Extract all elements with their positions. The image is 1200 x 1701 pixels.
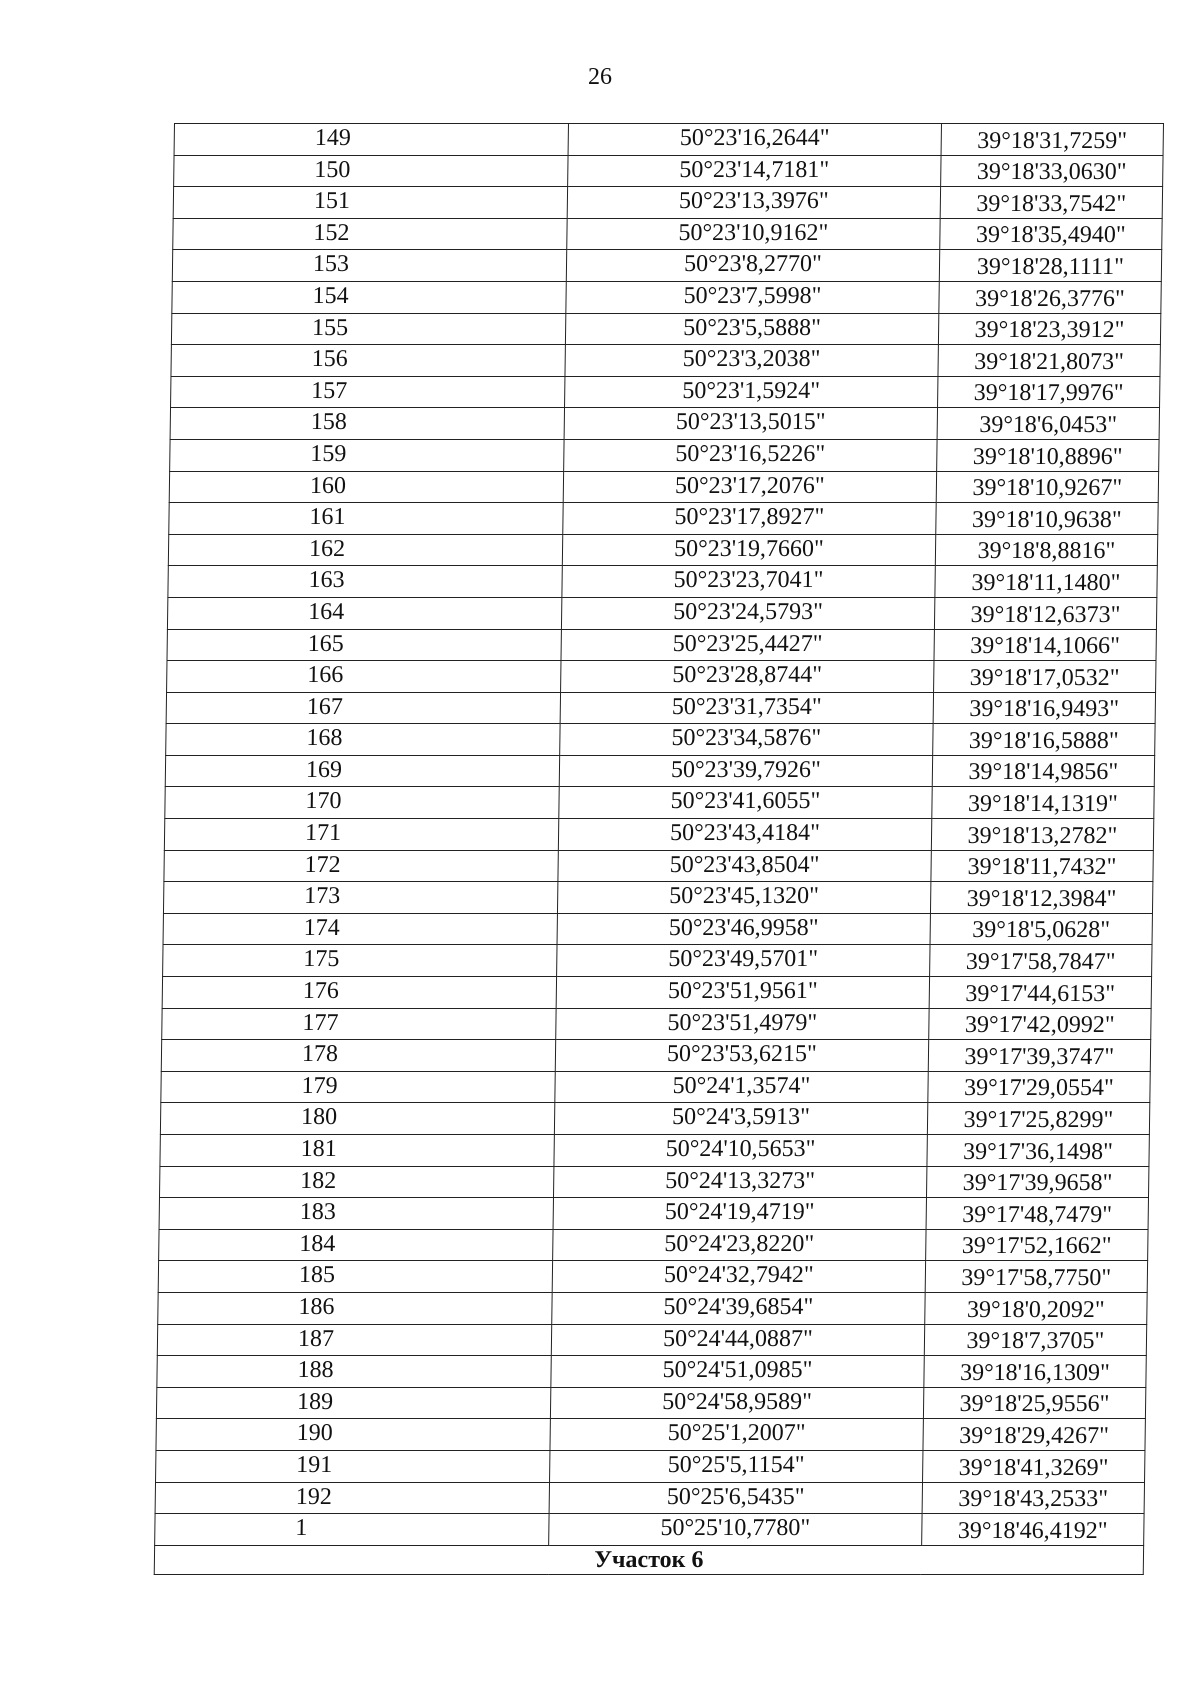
table-row (167, 661, 1156, 693)
latitude-cell: 50°25'6,5435" (549, 1482, 922, 1514)
table-row (159, 1229, 1148, 1261)
latitude-cell: 50°23'34,5876" (560, 724, 933, 756)
point-number-cell: 170 (165, 787, 559, 819)
point-number-cell: 161 (169, 503, 563, 535)
longitude-cell: 39°17'25,8299" (927, 1103, 1150, 1135)
table-row (163, 882, 1152, 914)
table-row (166, 724, 1155, 756)
point-number-cell: 175 (163, 945, 557, 977)
longitude-cell: 39°17'58,7750" (925, 1261, 1148, 1293)
longitude-cell: 39°18'16,9493" (933, 692, 1156, 724)
latitude-cell: 50°23'39,7926" (559, 755, 932, 787)
point-number-cell: 169 (165, 755, 559, 787)
latitude-cell: 50°24'19,4719" (553, 1198, 926, 1230)
table-row (156, 1387, 1145, 1419)
longitude-cell: 39°18'10,8896" (936, 439, 1159, 471)
table-row (174, 124, 1163, 156)
latitude-cell: 50°24'32,7942" (552, 1261, 925, 1293)
point-number-cell: 176 (162, 977, 556, 1009)
point-number-cell: 173 (163, 882, 557, 914)
point-number-cell: 172 (164, 850, 558, 882)
longitude-cell: 39°18'31,7259" (941, 124, 1164, 156)
longitude-cell: 39°18'23,3912" (938, 313, 1161, 345)
table-row (157, 1324, 1146, 1356)
latitude-cell: 50°23'17,8927" (563, 503, 936, 535)
latitude-cell: 50°24'13,3273" (554, 1166, 927, 1198)
point-number-cell: 160 (169, 471, 563, 503)
table-row (165, 787, 1154, 819)
latitude-cell: 50°25'5,1154" (550, 1450, 923, 1482)
longitude-cell: 39°18'26,3776" (939, 281, 1162, 313)
latitude-cell: 50°23'45,1320" (557, 882, 930, 914)
table-row (163, 913, 1152, 945)
longitude-cell: 39°18'16,5888" (932, 724, 1155, 756)
table-row (165, 755, 1154, 787)
latitude-cell: 50°23'41,6055" (559, 787, 932, 819)
longitude-cell: 39°18'11,1480" (935, 566, 1158, 598)
point-number-cell: 149 (174, 124, 568, 156)
table-row (161, 1071, 1150, 1103)
table-row (162, 977, 1151, 1009)
point-number-cell: 163 (168, 566, 562, 598)
longitude-cell: 39°17'48,7479" (926, 1198, 1149, 1230)
longitude-cell: 39°18'17,0532" (933, 661, 1156, 693)
table-row (158, 1261, 1147, 1293)
latitude-cell: 50°24'23,8220" (553, 1229, 926, 1261)
table-row (168, 534, 1157, 566)
point-number-cell: 189 (156, 1387, 550, 1419)
latitude-cell: 50°24'10,5653" (554, 1135, 927, 1167)
point-number-cell: 162 (168, 534, 562, 566)
page-number: 26 (588, 64, 612, 90)
table-row (155, 1482, 1144, 1514)
table-row (160, 1135, 1149, 1167)
latitude-cell: 50°23'1,5924" (565, 376, 938, 408)
table-row (156, 1419, 1145, 1451)
table-row (162, 1008, 1151, 1040)
longitude-cell: 39°18'13,2782" (931, 819, 1154, 851)
latitude-cell: 50°24'39,6854" (552, 1292, 925, 1324)
table-row (166, 692, 1155, 724)
point-number-cell: 191 (156, 1450, 550, 1482)
latitude-cell: 50°23'46,9958" (557, 913, 930, 945)
longitude-cell: 39°17'44,6153" (929, 977, 1152, 1009)
point-number-cell: 179 (161, 1071, 555, 1103)
longitude-cell: 39°18'41,3269" (922, 1450, 1145, 1482)
longitude-cell: 39°18'10,9267" (936, 471, 1159, 503)
longitude-cell: 39°18'10,9638" (936, 503, 1159, 535)
latitude-cell: 50°23'13,3976" (567, 187, 940, 219)
point-number-cell: 159 (170, 439, 564, 471)
table-row (156, 1450, 1145, 1482)
table-row (174, 155, 1163, 187)
coordinates-table-body (155, 124, 1164, 1546)
coordinates-table (154, 123, 1164, 1575)
longitude-cell: 39°18'43,2533" (922, 1482, 1145, 1514)
longitude-cell: 39°18'25,9556" (923, 1387, 1146, 1419)
longitude-cell: 39°18'16,1309" (924, 1356, 1147, 1388)
longitude-cell: 39°17'52,1662" (925, 1229, 1148, 1261)
point-number-cell: 178 (161, 1040, 555, 1072)
table-row (172, 250, 1161, 282)
latitude-cell: 50°23'43,8504" (558, 850, 931, 882)
point-number-cell: 184 (159, 1229, 553, 1261)
table-row (159, 1166, 1148, 1198)
latitude-cell: 50°23'17,2076" (563, 471, 936, 503)
point-number-cell: 171 (164, 819, 558, 851)
longitude-cell: 39°18'12,6373" (934, 597, 1157, 629)
longitude-cell: 39°18'5,0628" (930, 913, 1153, 945)
longitude-cell: 39°17'29,0554" (928, 1071, 1151, 1103)
table-row (171, 345, 1160, 377)
longitude-cell: 39°18'14,1066" (934, 629, 1157, 661)
latitude-cell: 50°24'58,9589" (550, 1387, 923, 1419)
point-number-cell: 150 (174, 155, 568, 187)
section-row (154, 1545, 1143, 1574)
table-row (155, 1514, 1144, 1546)
table-row (173, 218, 1162, 250)
table-row (168, 566, 1157, 598)
latitude-cell: 50°24'1,3574" (555, 1071, 928, 1103)
longitude-cell: 39°17'39,3747" (928, 1040, 1151, 1072)
point-number-cell: 180 (160, 1103, 554, 1135)
longitude-cell: 39°17'42,0992" (928, 1008, 1151, 1040)
latitude-cell: 50°23'14,7181" (568, 155, 941, 187)
point-number-cell: 152 (173, 218, 567, 250)
table-row (172, 281, 1161, 313)
point-number-cell: 187 (157, 1324, 551, 1356)
table-row (159, 1198, 1148, 1230)
latitude-cell: 50°23'31,7354" (560, 692, 933, 724)
longitude-cell: 39°18'14,9856" (932, 755, 1155, 787)
longitude-cell: 39°18'21,8073" (938, 345, 1161, 377)
longitude-cell: 39°18'8,8816" (935, 534, 1158, 566)
latitude-cell: 50°23'3,2038" (565, 345, 938, 377)
latitude-cell: 50°25'1,2007" (550, 1419, 923, 1451)
latitude-cell: 50°23'19,7660" (562, 534, 935, 566)
table-row (164, 819, 1153, 851)
longitude-cell: 39°18'35,4940" (939, 218, 1162, 250)
point-number-cell: 154 (172, 281, 566, 313)
longitude-cell: 39°18'12,3984" (930, 882, 1153, 914)
latitude-cell: 50°23'16,5226" (564, 439, 937, 471)
longitude-cell: 39°18'14,1319" (932, 787, 1155, 819)
longitude-cell: 39°18'46,4192" (921, 1514, 1144, 1546)
point-number-cell: 177 (162, 1008, 556, 1040)
table-row (169, 471, 1158, 503)
table-row (170, 439, 1159, 471)
latitude-cell: 50°24'3,5913" (554, 1103, 927, 1135)
longitude-cell: 39°18'17,9976" (937, 376, 1160, 408)
point-number-cell: 166 (167, 661, 561, 693)
longitude-cell: 39°18'28,1111" (939, 250, 1162, 282)
point-number-cell: 1 (155, 1514, 549, 1546)
latitude-cell: 50°23'13,5015" (564, 408, 937, 440)
point-number-cell: 190 (156, 1419, 550, 1451)
table-row (157, 1356, 1146, 1388)
latitude-cell: 50°23'16,2644" (568, 124, 941, 156)
point-number-cell: 153 (172, 250, 566, 282)
point-number-cell: 188 (157, 1356, 551, 1388)
point-number-cell: 174 (163, 913, 557, 945)
latitude-cell: 50°23'49,5701" (557, 945, 930, 977)
point-number-cell: 185 (158, 1261, 552, 1293)
point-number-cell: 168 (166, 724, 560, 756)
point-number-cell: 186 (158, 1292, 552, 1324)
latitude-cell: 50°23'7,5998" (566, 281, 939, 313)
latitude-cell: 50°25'10,7780" (549, 1514, 922, 1546)
point-number-cell: 164 (167, 597, 561, 629)
point-number-cell: 183 (159, 1198, 553, 1230)
longitude-cell: 39°18'6,0453" (937, 408, 1160, 440)
table-row (167, 629, 1156, 661)
latitude-cell: 50°23'8,2770" (566, 250, 939, 282)
table-row (163, 945, 1152, 977)
latitude-cell: 50°23'25,4427" (561, 629, 934, 661)
table-row (164, 850, 1153, 882)
latitude-cell: 50°23'43,4184" (558, 819, 931, 851)
longitude-cell: 39°17'39,9658" (926, 1166, 1149, 1198)
point-number-cell: 157 (171, 376, 565, 408)
point-number-cell: 158 (170, 408, 564, 440)
point-number-cell: 155 (171, 313, 565, 345)
point-number-cell: 156 (171, 345, 565, 377)
latitude-cell: 50°23'51,4979" (556, 1008, 929, 1040)
table-row (158, 1292, 1147, 1324)
latitude-cell: 50°23'53,6215" (555, 1040, 928, 1072)
table-row (167, 597, 1156, 629)
point-number-cell: 151 (173, 187, 567, 219)
latitude-cell: 50°23'28,8744" (561, 661, 934, 693)
point-number-cell: 192 (155, 1482, 549, 1514)
latitude-cell: 50°23'5,5888" (565, 313, 938, 345)
table-row (170, 408, 1159, 440)
table-row (173, 187, 1162, 219)
table-row (169, 503, 1158, 535)
latitude-cell: 50°23'23,7041" (562, 566, 935, 598)
point-number-cell: 182 (159, 1166, 553, 1198)
table-row (160, 1103, 1149, 1135)
table-row (171, 313, 1160, 345)
longitude-cell: 39°18'33,7542" (940, 187, 1163, 219)
table-row (161, 1040, 1150, 1072)
longitude-cell: 39°17'36,1498" (927, 1135, 1150, 1167)
latitude-cell: 50°24'44,0887" (551, 1324, 924, 1356)
longitude-cell: 39°18'11,7432" (931, 850, 1154, 882)
latitude-cell: 50°23'10,9162" (567, 218, 940, 250)
longitude-cell: 39°18'0,2092" (924, 1292, 1147, 1324)
longitude-cell: 39°17'58,7847" (929, 945, 1152, 977)
point-number-cell: 167 (166, 692, 560, 724)
section-title: Участок 6 (154, 1545, 1143, 1574)
point-number-cell: 165 (167, 629, 561, 661)
latitude-cell: 50°23'24,5793" (561, 597, 934, 629)
latitude-cell: 50°23'51,9561" (556, 977, 929, 1009)
longitude-cell: 39°18'7,3705" (924, 1324, 1147, 1356)
longitude-cell: 39°18'29,4267" (923, 1419, 1146, 1451)
longitude-cell: 39°18'33,0630" (940, 155, 1163, 187)
point-number-cell: 181 (160, 1135, 554, 1167)
latitude-cell: 50°24'51,0985" (551, 1356, 924, 1388)
table-row (171, 376, 1160, 408)
